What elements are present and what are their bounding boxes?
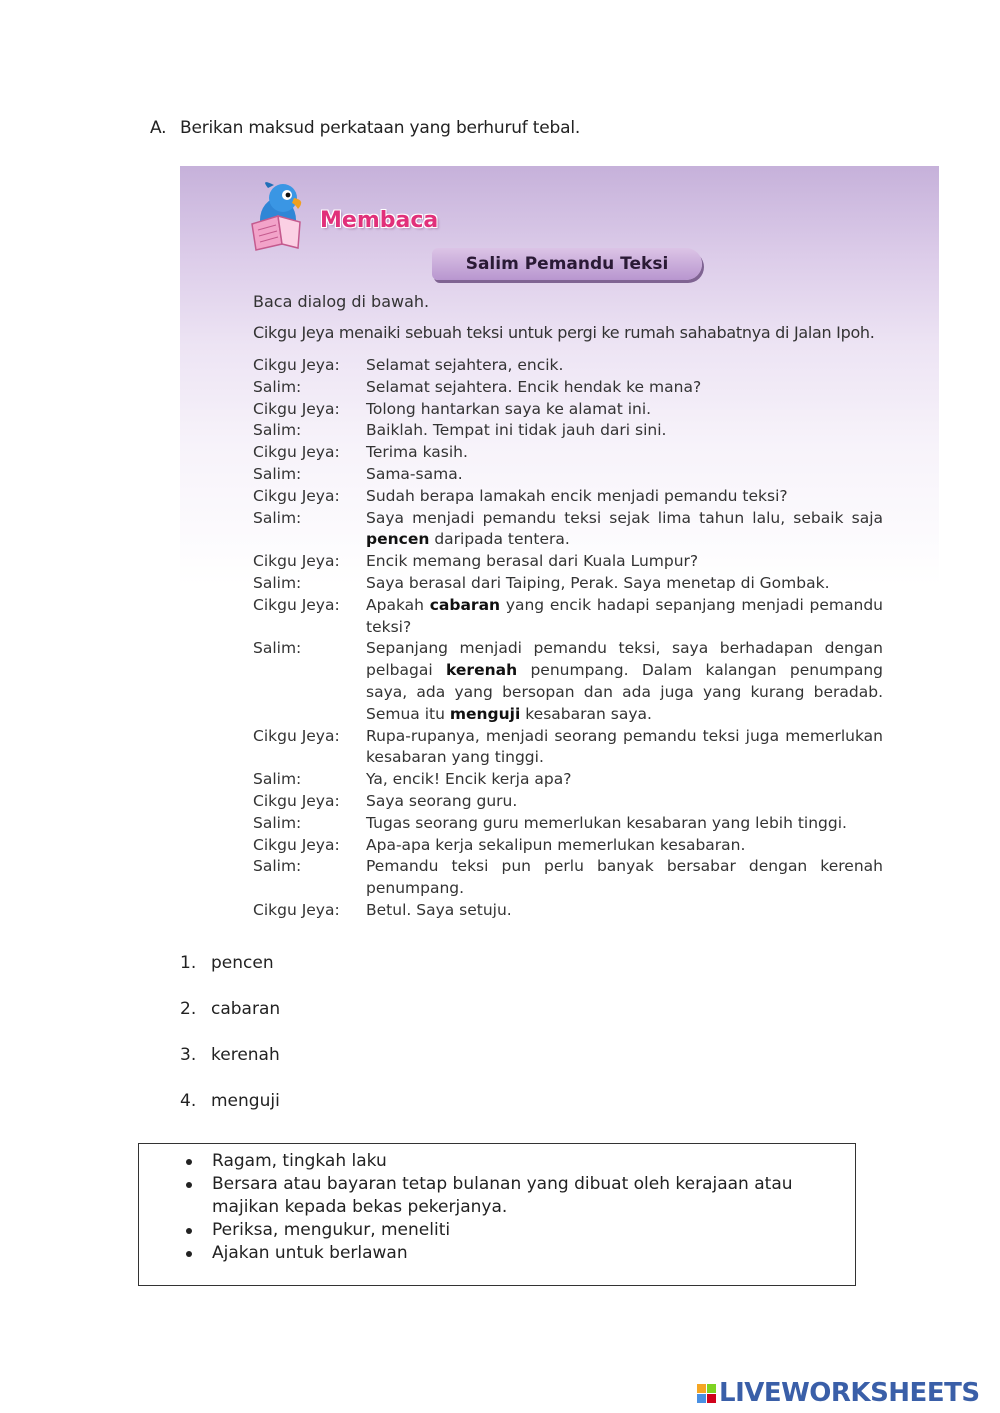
dialog-row [253, 595, 883, 639]
dialog-speaker: Salim: [253, 573, 302, 592]
instruction-label: A. [150, 118, 167, 138]
dialog-speaker: Salim: [253, 813, 302, 832]
dialog-speaker: Cikgu Jeya: [253, 595, 340, 614]
answer-word: pencen [211, 953, 274, 973]
dialog-row [253, 726, 883, 770]
dialog-text: Terima kasih. [366, 443, 468, 462]
dialog-text: Saya menjadi pemandu teksi sejak lima tahun lalu, sebaik saja pencen daripada tentera. [366, 508, 883, 549]
story-title: Salim Pemandu Teksi [432, 248, 702, 280]
dialog-speaker: Cikgu Jeya: [253, 486, 340, 505]
dialog-speaker: Salim: [253, 464, 302, 483]
dialog-text: Pemandu teksi pun perlu banyak bersabar dengan kerenah penumpang. [366, 857, 883, 898]
intro-line: Baca dialog di bawah. [253, 292, 430, 311]
answer-number: 2. [180, 999, 197, 1019]
answer-number: 4. [180, 1091, 197, 1111]
meaning-option[interactable]: Ragam, tingkah laku [212, 1150, 855, 1173]
answer-word: kerenah [211, 1045, 280, 1065]
dialog-row [253, 573, 883, 595]
dialog-row [253, 399, 883, 421]
meaning-option[interactable]: Ajakan untuk berlawan [212, 1242, 855, 1265]
answer-item[interactable] [180, 953, 280, 999]
meaning-option[interactable]: Bersara atau bayaran tetap bulanan yang dibuat oleh kerajaan atau majikan kepada bekas pekerjanya. [212, 1173, 855, 1219]
dialog-text: Rupa-rupanya, menjadi seorang pemandu teksi juga memerlukan kesabaran yang tinggi. [366, 726, 883, 767]
instruction [150, 118, 580, 138]
dialog-text: Apakah cabaran yang encik hadapi sepanjang menjadi pemandu teksi? [366, 595, 883, 636]
dialog-text: Tugas seorang guru memerlukan kesabaran yang lebih tinggi. [366, 813, 847, 832]
bold-keyword: kerenah [446, 661, 518, 680]
reading-panel [180, 166, 939, 934]
dialog-text: Selamat sejahtera, encik. [366, 356, 564, 374]
dialog-speaker: Cikgu Jeya: [253, 900, 340, 919]
dialog-row [253, 486, 883, 508]
bold-keyword: pencen [366, 530, 430, 549]
dialog-speaker: Cikgu Jeya: [253, 552, 340, 571]
meaning-option[interactable]: Periksa, mengukur, meneliti [212, 1219, 855, 1242]
dialog-text: Betul. Saya setuju. [366, 900, 512, 919]
answer-item[interactable] [180, 999, 280, 1045]
dialog-row [253, 769, 883, 791]
dialog-row [253, 464, 883, 486]
dialog-text: Selamat sejahtera. Encik hendak ke mana? [366, 377, 702, 396]
dialog-speaker: Cikgu Jeya: [253, 835, 340, 854]
dialog-speaker: Cikgu Jeya: [253, 443, 340, 462]
dialog-text: Baiklah. Tempat ini tidak jauh dari sini. [366, 421, 667, 440]
answer-list [180, 953, 280, 1137]
dialog-row [253, 377, 883, 399]
dialog-speaker: Cikgu Jeya: [253, 791, 340, 810]
section-badge: Membaca [320, 208, 439, 233]
dialog-text: Saya berasal dari Taiping, Perak. Saya menetap di Gombak. [366, 573, 830, 592]
parrot-reading-icon [238, 176, 318, 256]
dialog-row [253, 856, 883, 900]
dialog-text: Saya seorang guru. [366, 791, 518, 810]
bold-keyword: menguji [449, 704, 521, 723]
dialog-speaker: Salim: [253, 857, 302, 876]
dialog-row [253, 355, 883, 377]
dialog-speaker: Cikgu Jeya: [253, 726, 340, 745]
dialog-row [253, 420, 883, 442]
answer-item[interactable] [180, 1091, 280, 1137]
instruction-text: Berikan maksud perkataan yang berhuruf tebal. [180, 118, 581, 138]
answer-word: menguji [211, 1091, 280, 1111]
dialog-text: Tolong hantarkan saya ke alamat ini. [366, 399, 652, 418]
dialog-text: Ya, encik! Encik kerja apa? [366, 770, 572, 789]
dialog-speaker: Cikgu Jeya: [253, 399, 340, 418]
dialog-text: Apa-apa kerja sekalipun memerlukan kesabaran. [366, 835, 746, 854]
dialog-text: Sudah berapa lamakah encik menjadi pemandu teksi? [366, 486, 788, 505]
logo-grid-icon [697, 1384, 716, 1403]
brand-text: LIVEWORKSHEETS [719, 1378, 980, 1408]
liveworksheets-logo [697, 1380, 980, 1406]
intro-line: Cikgu Jeya menaiki sebuah teksi untuk pergi ke rumah sahabatnya di Jalan Ipoh. [253, 323, 875, 342]
dialog-row [253, 791, 883, 813]
dialog-row [253, 900, 883, 922]
dialog-text: Sama-sama. [366, 464, 463, 483]
dialog-row [253, 638, 883, 725]
dialog-row [253, 835, 883, 857]
meaning-options-box [138, 1143, 856, 1286]
dialog-row [253, 551, 883, 573]
dialog-speaker: Salim: [253, 421, 302, 440]
dialog-row [253, 813, 883, 835]
dialog-speaker: Salim: [253, 508, 302, 527]
answer-word: cabaran [211, 999, 281, 1019]
dialog-list [253, 355, 883, 922]
dialog-speaker: Cikgu Jeya: [253, 356, 340, 374]
answer-number: 1. [180, 953, 197, 973]
dialog-row [253, 442, 883, 464]
answer-item[interactable] [180, 1045, 280, 1091]
dialog-text: Sepanjang menjadi pemandu teksi, saya berhadapan dengan pelbagai kerenah penumpang. Dalam kalangan penumpang saya, ada yang bersopan dan ada juga yang kurang beradab. Semua itu menguji kesabaran saya. [366, 639, 883, 723]
dialog-speaker: Salim: [253, 639, 302, 658]
bold-keyword: cabaran [429, 595, 501, 614]
dialog-text: Encik memang berasal dari Kuala Lumpur? [366, 552, 699, 571]
dialog-row [253, 508, 883, 552]
answer-number: 3. [180, 1045, 197, 1065]
dialog-speaker: Salim: [253, 377, 302, 396]
dialog-speaker: Salim: [253, 770, 302, 789]
